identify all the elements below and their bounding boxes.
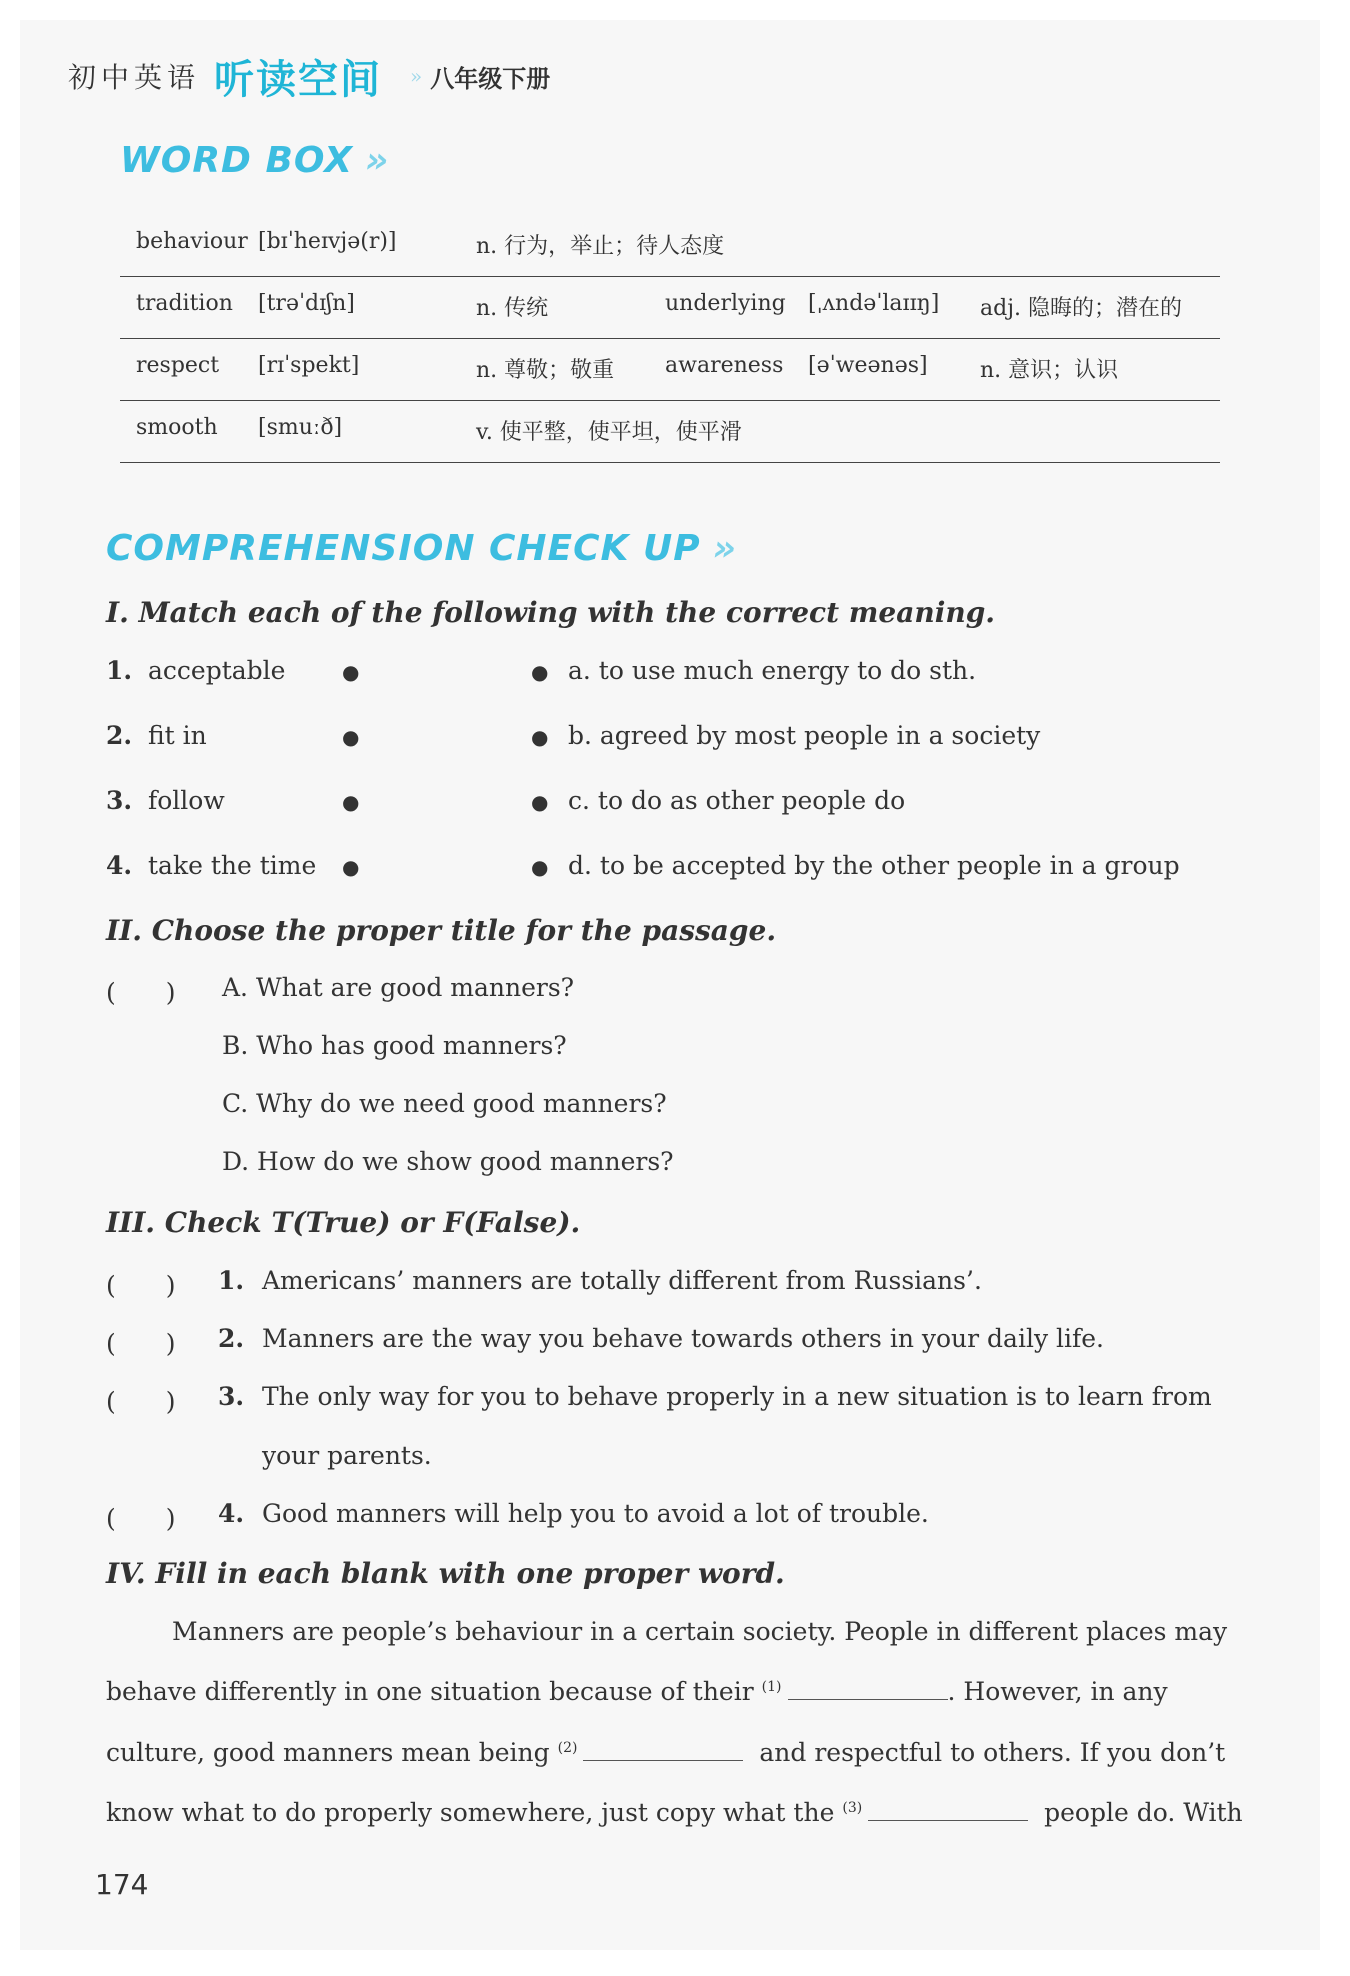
answer-bracket[interactable]: ( ) [106,1329,176,1358]
chevron-icon: » [712,528,737,569]
match-dot-left[interactable]: ● [342,725,360,749]
match-dot-right[interactable]: ● [531,855,549,879]
tf-statement-continued: your parents. [262,1441,432,1470]
word-box-title [120,140,389,181]
phonetic: [əˈweənəs] [808,353,928,378]
match-term: acceptable [148,656,286,685]
word-row [120,339,1220,401]
blank-2[interactable] [583,1738,743,1761]
blank-marker: (2) [557,1739,578,1756]
match-dot-left[interactable]: ● [342,660,360,684]
phonetic: [rɪˈspekt] [258,353,360,378]
word: underlying [665,291,786,316]
match-term: fit in [148,721,207,750]
answer-bracket[interactable]: ( ) [106,1504,176,1533]
comprehension-title [106,528,737,569]
match-dot-left[interactable]: ● [342,855,360,879]
word-row [120,401,1220,463]
option-c: C. Why do we need good manners? [222,1089,667,1118]
item-number: 4. [218,1499,245,1528]
phonetic: [bɪˈheɪvjə(r)] [258,229,397,254]
passage-text: people do. With [1044,1798,1243,1827]
series-title: 初中英语 [68,61,201,94]
passage-line [106,1798,1243,1827]
page-number: 174 [95,1868,149,1901]
passage-text: . However, in any [947,1677,1168,1706]
tf-statement: The only way for you to behave properly in a new situation is to learn from [262,1382,1212,1411]
match-meaning: a. to use much energy to do sth. [568,656,977,685]
option-a: A. What are good manners? [222,973,575,1002]
answer-bracket[interactable]: ( ) [106,1271,176,1300]
passage-line [106,1738,1225,1767]
word: awareness [665,353,784,378]
word-box-title-text: WORD BOX [120,140,353,181]
item-number: 4. [106,851,133,880]
match-term: follow [148,786,225,815]
word-row [120,215,1220,277]
tf-statement: Manners are the way you behave towards others in your daily life. [262,1324,1105,1353]
match-dot-right[interactable]: ● [531,725,549,749]
meaning: n. 传统 [476,296,549,321]
match-row [106,656,1236,696]
chevron-icon: » [364,140,390,181]
match-meaning: c. to do as other people do [568,786,906,815]
part4-heading: IV. Fill in each blank with one proper word. [106,1557,785,1590]
word: behaviour [136,229,248,254]
item-number: 1. [106,656,133,685]
phonetic: [smuːð] [258,415,343,440]
word-row [120,277,1220,339]
passage-text: culture, good manners mean being [106,1738,550,1767]
match-row [106,721,1236,761]
answer-bracket[interactable]: ( ) [106,978,176,1007]
item-number: 2. [218,1324,245,1353]
phonetic: [ˌʌndəˈlaɪɪŋ] [808,291,940,316]
book-header [68,46,550,106]
match-dot-left[interactable]: ● [342,790,360,814]
meaning: adj. 隐晦的；潜在的 [980,296,1183,321]
meaning: n. 尊敬；敬重 [476,358,615,383]
tf-statement: Americans’ manners are totally different from Russians’. [262,1266,982,1295]
blank-marker: (3) [842,1799,863,1816]
passage-text: and respectful to others. If you don’t [759,1738,1226,1767]
option-b: B. Who has good manners? [222,1031,567,1060]
brand-logo: 听读空间 [214,56,383,103]
comprehension-title-text: COMPREHENSION CHECK UP [106,528,701,569]
option-d: D. How do we show good manners? [222,1147,674,1176]
match-term: take the time [148,851,317,880]
match-meaning: b. agreed by most people in a society [568,721,1041,750]
meaning: n. 行为，举止；待人态度 [476,234,725,259]
header-arrow-icon: » [410,64,423,88]
item-number: 1. [218,1266,245,1295]
item-number: 3. [218,1382,245,1411]
blank-1[interactable] [788,1677,948,1700]
passage-line [106,1677,1168,1706]
part3-heading: III. Check T(True) or F(False). [106,1206,581,1239]
match-row [106,851,1236,891]
tf-statement: Good manners will help you to avoid a lot of trouble. [262,1499,929,1528]
word: respect [136,353,220,378]
meaning: n. 意识；认识 [980,358,1119,383]
match-row [106,786,1236,826]
grade-label: 八年级下册 [430,64,551,93]
passage-line: Manners are people’s behaviour in a certain society. People in different places may [172,1617,1228,1646]
passage-text: know what to do properly somewhere, just copy what the [106,1798,835,1827]
match-dot-right[interactable]: ● [531,660,549,684]
meaning: v. 使平整，使平坦，使平滑 [476,420,742,445]
blank-marker: (1) [761,1678,782,1695]
part2-heading: II. Choose the proper title for the passage. [106,914,777,947]
word: tradition [136,291,233,316]
word-box-table [120,215,1220,463]
passage-text: behave differently in one situation because of their [106,1677,754,1706]
item-number: 2. [106,721,133,750]
answer-bracket[interactable]: ( ) [106,1387,176,1416]
blank-3[interactable] [868,1798,1028,1821]
item-number: 3. [106,786,133,815]
part1-heading: I. Match each of the following with the correct meaning. [106,596,996,629]
match-dot-right[interactable]: ● [531,790,549,814]
word: smooth [136,415,218,440]
match-meaning: d. to be accepted by the other people in a group [568,851,1180,880]
phonetic: [trəˈdɪʃn] [258,291,355,316]
